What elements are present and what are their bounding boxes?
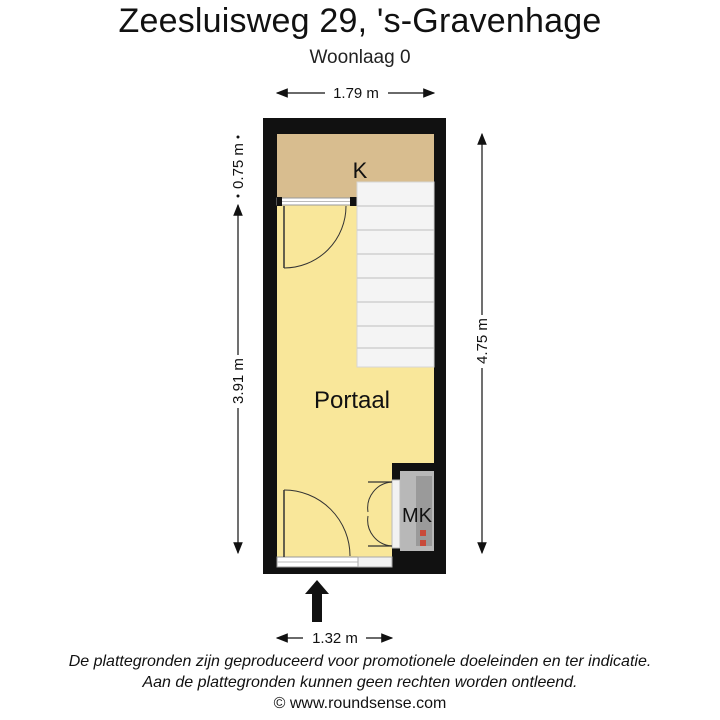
floor-subtitle: Woonlaag 0 <box>309 47 411 68</box>
dimension-left-upper <box>230 136 247 198</box>
dimension-top-width-label: 1.79 m <box>333 85 379 102</box>
dimension-left-lower <box>230 205 247 553</box>
disclaimer-line-2: Aan de plattegronden kunnen geen rechten worden ontleend. <box>142 674 578 691</box>
dimension-top-width <box>277 85 434 102</box>
dimension-bottom-width <box>277 630 392 647</box>
dimension-bottom-width-label: 1.32 m <box>312 630 358 647</box>
entrance-arrow-icon <box>305 580 329 622</box>
dimension-right-total-label: 4.75 m <box>474 318 491 364</box>
plan-title: Zeesluisweg 29, 's-Gravenhage <box>118 2 602 40</box>
dimension-left-lower-label: 3.91 m <box>230 358 247 404</box>
copyright-link[interactable]: © www.roundsense.com <box>273 695 447 712</box>
disclaimer-line-1: De plattegronden zijn geproduceerd voor promotionele doeleinden en ter indicatie. <box>68 653 652 670</box>
room-label-storage: K <box>352 158 368 183</box>
room-label-hall: Portaal <box>313 387 391 414</box>
dimension-right-total <box>474 134 491 553</box>
dimension-left-upper-label: 0.75 m <box>230 143 247 189</box>
staircase <box>357 182 434 367</box>
room-label-meter-cupboard: MK <box>402 505 432 527</box>
